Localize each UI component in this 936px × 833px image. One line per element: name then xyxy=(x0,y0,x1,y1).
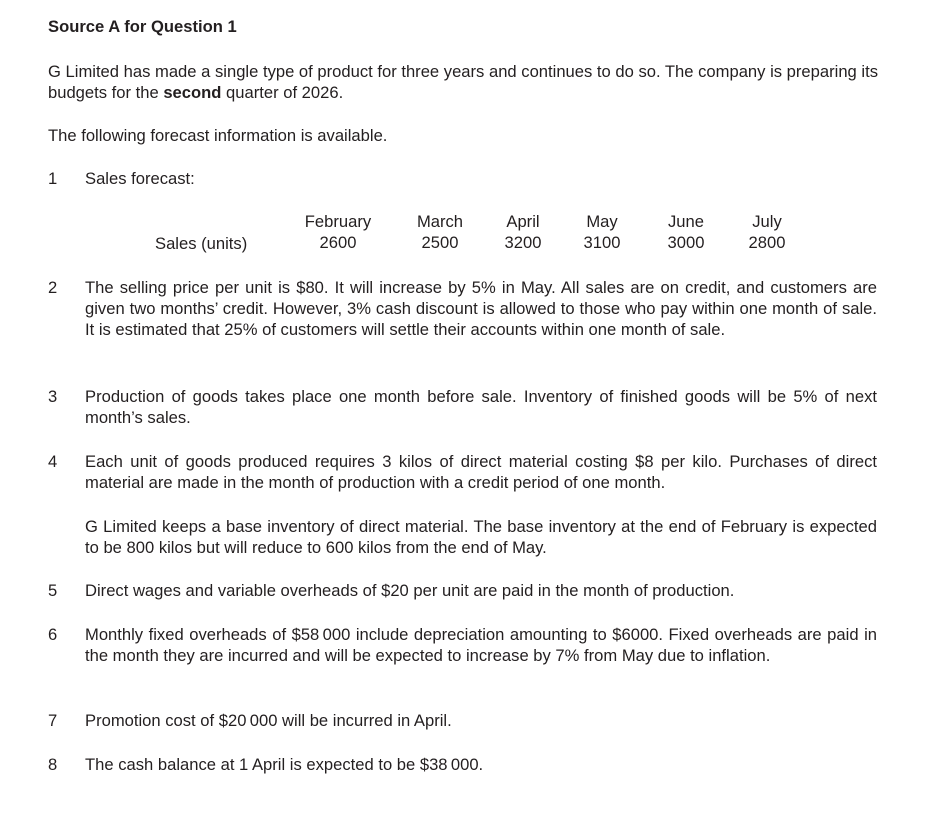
item-text: Each unit of goods produced requires 3 kilos of direct material costing $8 per kilo. Purchases of direct material are made in the month of production with a credit period of one month. xyxy=(85,452,877,492)
sales-column-june xyxy=(641,211,731,253)
item-number: 2 xyxy=(48,278,58,297)
sales-column-february xyxy=(293,211,383,253)
month-header: March xyxy=(416,212,464,231)
sales-column-march xyxy=(395,211,485,253)
month-header: June xyxy=(668,212,704,231)
item-text: The selling price per unit is $80. It will increase by 5% in May. All sales are on credit, and customers are given two months’ credit. However, 3% cash discount is allowed to those who pay within one month of sale. It is estimated that 25% of customers will settle their accounts within one month of sale. xyxy=(85,278,877,339)
item-extra-text: G Limited keeps a base inventory of direct material. The base inventory at the end of February is expected to be 800 kilos but will reduce to 600 kilos from the end of May. xyxy=(85,517,877,557)
item-number: 1 xyxy=(48,169,58,188)
month-header: February xyxy=(304,212,372,231)
month-header: April xyxy=(506,212,540,231)
intro-text-before: G Limited has made a single type of product for three years and continues to do so. The company is preparing its budgets for the xyxy=(48,62,878,102)
item-text: Promotion cost of $20 000 will be incurred in April. xyxy=(85,711,452,730)
item-text: Monthly fixed overheads of $58 000 include depreciation amounting to $6000. Fixed overheads are paid in the month they are incurred and will be expected to increase by 7% from May due to inflation. xyxy=(85,625,877,665)
sales-forecast-table xyxy=(0,210,936,256)
item-number: 7 xyxy=(48,711,58,730)
intro-paragraph xyxy=(48,61,878,103)
sales-value: 3000 xyxy=(667,233,705,252)
sales-column-may xyxy=(557,211,647,253)
forecast-intro: The following forecast information is available. xyxy=(48,126,388,145)
sales-value: 2800 xyxy=(748,233,786,252)
sales-value: 2600 xyxy=(319,233,357,252)
sales-value: 3100 xyxy=(583,233,621,252)
sales-column-april xyxy=(478,211,568,253)
month-header: May xyxy=(586,212,618,231)
item-number: 8 xyxy=(48,755,58,774)
month-header: July xyxy=(752,212,782,231)
item-text: Direct wages and variable overheads of $20 per unit are paid in the month of production. xyxy=(85,581,735,600)
item-text: The cash balance at 1 April is expected to be $38 000. xyxy=(85,755,484,774)
sales-units-label: Sales (units) xyxy=(155,234,248,253)
intro-text-after: quarter of 2026. xyxy=(221,83,344,102)
intro-bold-word: second xyxy=(163,83,222,102)
item-number: 5 xyxy=(48,581,58,600)
sales-value: 3200 xyxy=(504,233,542,252)
sales-value: 2500 xyxy=(421,233,459,252)
item-text: Sales forecast: xyxy=(85,169,195,188)
item-text: Production of goods takes place one month before sale. Inventory of finished goods will be 5% of next month’s sales. xyxy=(85,387,877,427)
item-number: 6 xyxy=(48,625,58,644)
item-number: 4 xyxy=(48,452,58,471)
source-heading: Source A for Question 1 xyxy=(48,17,237,36)
item-number: 3 xyxy=(48,387,58,406)
sales-column-july xyxy=(722,211,812,253)
